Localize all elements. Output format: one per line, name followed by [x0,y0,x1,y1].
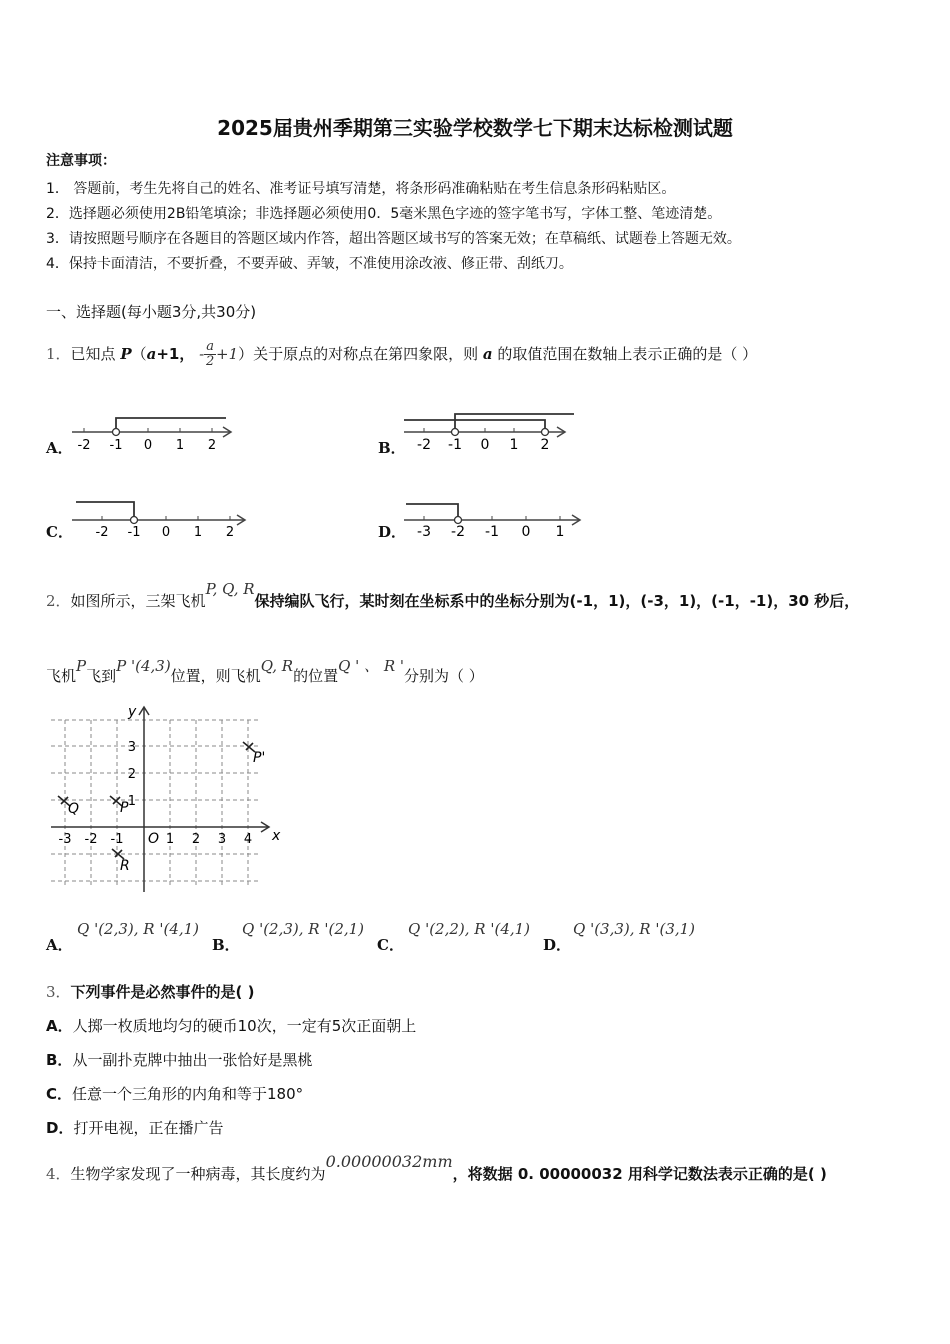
x-tick-label: 3 [217,832,227,847]
option-b-label: B． [212,936,240,954]
option-d-text: Q '(3,3), R '(3,1) [573,920,696,938]
option-a-label: A． [46,936,73,954]
notice-item: 1． 答题前，考生先将自己的姓名、准考证号填写清楚，将条形码准确粘贴在考生信息条形码粘贴区。 [46,181,676,197]
tick-label: 1 [509,437,519,453]
x-tick-label: 4 [243,832,253,847]
tick-label: 0 [143,438,153,453]
y-tick-label: 1 [127,794,136,809]
number-line-a [72,408,237,454]
x-axis-label: x [272,828,281,844]
tick-label: 0 [480,437,490,453]
x-tick-label: 2 [191,832,201,847]
number-line-d [404,494,586,540]
question-number: 1． [46,345,71,363]
tick-label: -2 [417,437,431,453]
option-a: A．人掷一枚质地均匀的硬币10次，一定有5次正面朝上 [46,1017,417,1035]
question-3: 3．下列事件是必然事件的是( ) [46,983,255,1001]
tick-label: 1 [193,525,203,540]
tick-label: -2 [451,524,465,540]
tick-label: 1 [175,438,185,453]
tick-label: -1 [127,525,141,540]
option-c-label: C． [377,936,404,954]
tick-label: -2 [77,438,91,453]
section-heading: 一、选择题(每小题3分,共30分) [46,303,257,321]
tick-label: 2 [207,438,217,453]
option-c: C．任意一个三角形的内角和等于180° [46,1085,304,1103]
option-b-text: Q '(2,3), R '(2,1) [242,920,365,938]
question-2-line-1: 2．如图所示，三架飞机P, Q, R保持编队飞行，某时刻在坐标系中的坐标分别为(-1，1)，(-3，1)，(-1，-1)，30 秒后， [46,580,860,610]
tick-label: -2 [95,525,109,540]
point-label-p-prime: P' [253,750,266,766]
tick-label: 2 [540,437,550,453]
tick-label: -3 [417,524,431,540]
option-d: D．打开电视，正在播广告 [46,1119,224,1137]
question-2-line-2: 飞机P飞到P '(4,3)位置，则飞机Q, R的位置Q ' 、 R '分别为（ ） [46,657,484,685]
option-c-text: Q '(2,2), R '(4,1) [408,920,531,938]
y-tick-label: 2 [127,767,136,782]
question-number: 2． [46,592,71,610]
y-axis-label: y [128,704,137,720]
notice-item: 2．选择题必须使用2B铅笔填涂；非选择题必须使用0．5毫米黑色字迹的签字笔书写，字体工整、笔迹清楚。 [46,206,722,222]
tick-label: 2 [225,525,235,540]
option-a-text: Q '(2,3), R '(4,1) [77,920,200,938]
number-line-b [404,408,579,454]
notice-heading: 注意事项： [46,153,116,169]
notice-item: 4．保持卡面清洁，不要折叠，不要弄破、弄皱，不准使用涂改液、修正带、刮纸刀。 [46,256,573,272]
tick-label: 0 [521,524,531,540]
tick-label: -1 [448,437,462,453]
notice-item: 3．请按照题号顺序在各题目的答题区域内作答，超出答题区域书写的答案无效；在草稿纸、试题卷上答题无效。 [46,231,741,247]
option-a-label: A． [46,439,73,457]
point-label-q: Q [68,801,80,817]
tick-label: -1 [109,438,123,453]
x-tick-label: 1 [165,832,175,847]
option-c-label: C． [46,523,73,541]
question-number: 3． [46,983,71,1001]
coordinate-graph [46,700,286,900]
number-line-c [72,494,252,540]
fraction: $\frac{a}{2}$ [205,339,215,369]
origin-label: O [148,831,160,847]
question-1: 1．已知点 P（a+1， - $\frac{a}{2}$ +1）关于原点的对称点在第四象限，则 a 的取值范围在数轴上表示正确的是（ ） [46,339,758,369]
tick-label: -1 [485,524,499,540]
y-tick-label: 3 [127,740,136,755]
tick-label: 0 [161,525,171,540]
tick-label: 1 [555,524,565,540]
question-number: 4． [46,1165,71,1183]
option-b-label: B． [378,439,406,457]
page-title: 2025届贵州季期第三实验学校数学七下期末达标检测试题 [217,116,733,140]
point-label-p: P [120,800,129,816]
x-tick-label: -2 [84,832,98,847]
x-tick-label: -1 [110,832,124,847]
question-4: 4．生物学家发现了一种病毒，其长度约为0.00000032mm，将数据 0. 00000032 用科学记数法表示正确的是( ) [46,1152,827,1183]
option-d-label: D． [378,523,407,541]
point-label-r: R [120,858,130,874]
option-d-label: D． [543,936,572,954]
x-tick-label: -3 [58,832,72,847]
option-b: B．从一副扑克牌中抽出一张恰好是黑桃 [46,1051,313,1069]
